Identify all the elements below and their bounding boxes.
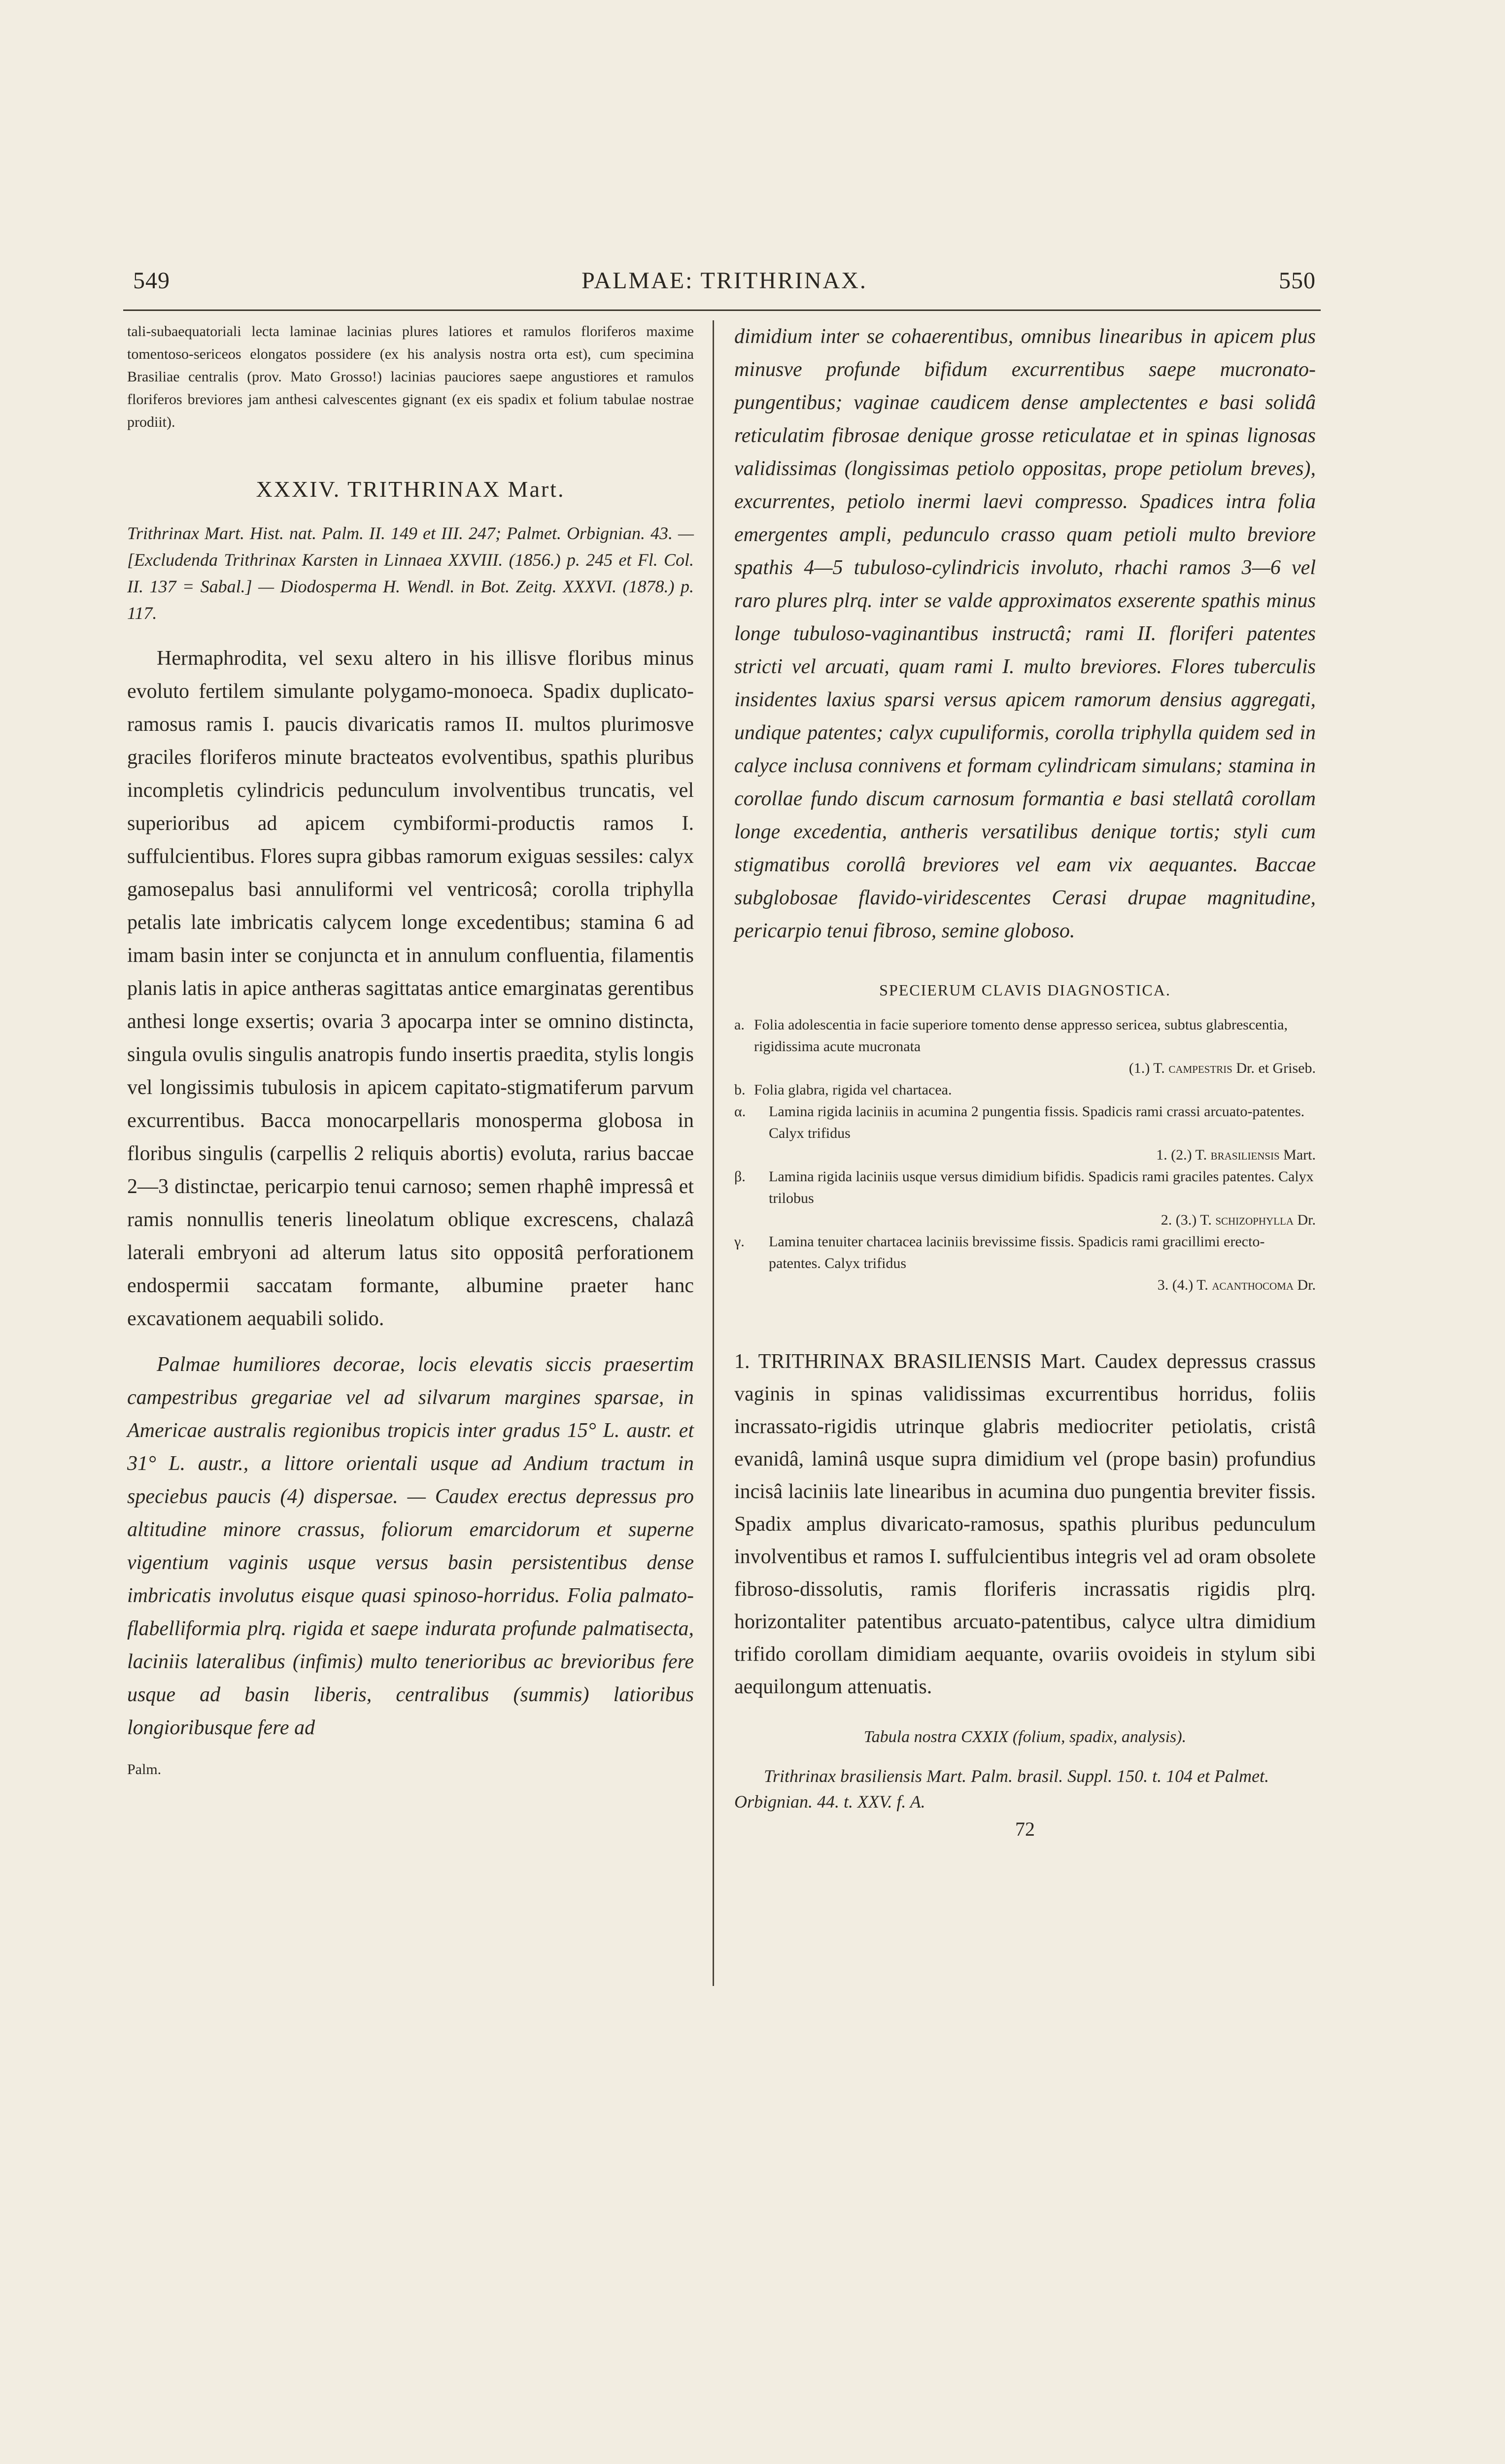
key-marker: α. xyxy=(734,1103,746,1120)
key-reference xyxy=(749,1144,1316,1166)
key-ref-species: schizophylla xyxy=(1215,1212,1294,1228)
signature-mark: Palm. xyxy=(127,1761,162,1778)
key-entry xyxy=(734,1101,1316,1166)
key-ref-author: Mart. xyxy=(1283,1147,1316,1163)
key-entry xyxy=(734,1231,1316,1296)
left-column xyxy=(127,320,694,1778)
key-text: Lamina rigida laciniis usque versus dimidium bifidis. Spadicis rami graciles patentes. Calyx trilobus xyxy=(769,1168,1314,1206)
key-reference xyxy=(749,1209,1316,1231)
page-number-right: 550 xyxy=(1279,268,1316,294)
synonymy-paragraph: Trithrinax Mart. Hist. nat. Palm. II. 149 et III. 247; Palmet. Orbignian. 43. — [Excludenda Trithrinax Karsten in Linnaea XXVIII. (1856.) p. 245 et Fl. Col. II. 137 = Sabal.] — Diodosperma H. Wendl. in Bot. Zeitg. XXXVI. (1878.) p. 117. xyxy=(127,523,694,623)
right-column xyxy=(734,320,1316,1841)
key-marker: β. xyxy=(734,1168,746,1185)
description-continuation: dimidium inter se cohaerentibus, omnibus linearibus in apicem plus minusve profunde bifidum excurrentibus saepe mucronato-pungentibus; vaginae caudicem dense amplectentes e basi solidâ reticulatim fibrosae denique grosse reticulatae et in spinas lignosas validissimas (longissimas petiolo oppositas, prope petiolum breves), excurrentes, petiolo inermi laevi compresso. Spadices intra folia emergentes ampli, pedunculo crasso quam petioli multo breviore spathis 4—5 tubuloso-cylindricis involuto, rhachi ramos 3—6 vel raro plures plrq. inter se valde approximatos exserente spathis minus longe tubuloso-vaginantibus instructâ; rami II. floriferi patentes stricti vel arcuati, quam rami I. multo breviores. Flores tuberculis insidentes laxius sparsi versus apicem ramorum densius aggregati, undique patentes; calyx cupuliformis, corolla triphylla quidem sed in calyce inclusa connivens et formam cylindricam simulans; stamina in corollae fundo discum carnosum formantia e basi stellatâ corollam longe excedentia, antheris versatilibus denique tortis; styli cum stigmatibus corollâ breviores vel eam vix aequantes. Baccae subglobosae flavido-viridescentes Cerasi drupae magnitudine, pericarpio tenui fibroso, semine globoso. xyxy=(734,325,1316,942)
key-text: Lamina tenuiter chartacea laciniis brevissime fissis. Spadicis rami gracillimi erecto-patentes. Calyx trifidus xyxy=(769,1233,1265,1271)
key-reference xyxy=(749,1274,1316,1296)
key-ref-species: campestris xyxy=(1168,1060,1232,1076)
key-ref-number: 3. (4.) T. xyxy=(1157,1277,1208,1293)
species-entry xyxy=(734,1345,1316,1703)
key-entry xyxy=(734,1079,1316,1101)
key-ref-number: 1. (2.) T. xyxy=(1156,1147,1207,1163)
key-ref-author: Dr. xyxy=(1297,1277,1316,1293)
key-ref-species: acanthocoma xyxy=(1212,1277,1294,1293)
key-title: SPECIERUM CLAVIS DIAGNOSTICA. xyxy=(879,981,1171,999)
key-ref-author: Dr. xyxy=(1297,1212,1316,1228)
genus-description: Hermaphrodita, vel sexu altero in his illisve floribus minus evoluto fertilem simulante polygamo-monoeca. Spadix duplicato-ramosus ramis I. paucis divaricatis ramos II. multos plurimosve graciles floriferos minute bracteatos evolventibus, spathis pluribus incompletis cylindricis pedunculum involventibus truncatis, vel superioribus ad apicem cymbiformi-productis ramos I. suffulcientibus. Flores supra gibbas ramorum exiguas sessiles: calyx gamosepalus basi annuliformi vel ventricosâ; corolla triphylla petalis late imbricatis calycem longe excedentibus; stamina 6 ad imam basin inter se conjuncta et in annulum confluentia, filamentis planis latis in apice antheras sagittatas antice emarginatas gerentibus anthesi longe exsertis; ovaria 3 apocarpa inter se omnino distincta, singula ovulis singulis anatropis fundo insertis praedita, stylis longis vel longissimis tubulosis in apicem capitato-stigmatiferum parvum excurrentibus. Bacca monocarpellaris monosperma globosa in floribus singulis (carpellis 2 reliquis abortis) evoluta, rarius baccae 2—3 distinctae, pericarpio tenui carnoso; semen rhaphê impressâ et ramis nonnullis teneris lineolatum oblique excrescens, chalazâ laterali embryoni ad alterum latus sito oppositâ perforationem endospermii saccatam formante, albumine praeter hanc excavationem aequabili solido. xyxy=(127,647,694,1330)
species-description: Caudex depressus crassus vaginis in spinas validissimas excurrentibus horridus, foliis incrassato-rigidis utrinque glabris mediocriter petiolatis, cristâ evanidâ, laminâ usque supra dimidium vel (prope basin) profundius incisâ laciniis late linearibus in acumina duo pungentia breviter fissis. Spadix amplus divaricato-ramosus, spathis pluribus pedunculum involventibus et ramos I. suffulcientibus integris vel ad oram obsolete fibroso-dissolutis, ramis floriferis incrassatis rigidis plrq. horizontaliter patentibus arcuato-patentibus, calyce ultra dimidium trifido corollam dimidiam aequante, ovariis ovoideis in stylum sibi aequilongum attenuatis. xyxy=(734,1350,1316,1698)
key-ref-species: brasiliensis xyxy=(1210,1147,1280,1163)
key-marker: γ. xyxy=(734,1233,745,1250)
key-text: Lamina rigida laciniis in acumina 2 pungentia fissis. Spadicis rami crassi arcuato-patentes. Calyx trifidus xyxy=(769,1103,1305,1141)
key-reference xyxy=(734,1058,1316,1079)
species-heading: 1. TRITHRINAX BRASILIENSIS Mart. xyxy=(734,1350,1086,1373)
species-citation: Trithrinax brasiliensis Mart. Palm. brasil. Suppl. 150. t. 104 et Palmet. Orbignian. 44. t. XXV. f. A. xyxy=(734,1766,1269,1812)
key-marker: a. xyxy=(734,1017,745,1033)
running-title: PALMAE: TRITHRINAX. xyxy=(581,268,867,294)
key-ref-number: 2. (3.) T. xyxy=(1161,1212,1212,1228)
running-header xyxy=(133,267,1316,302)
sheet-signature: 72 xyxy=(1015,1818,1035,1840)
key-text: Folia adolescentia in facie superiore tomento dense appresso sericea, subtus glabrescentia, rigidissima acute mucronata xyxy=(754,1017,1288,1055)
key-ref-number: (1.) T. xyxy=(1129,1060,1165,1076)
key-text: Folia glabra, rigida vel chartacea. xyxy=(754,1082,952,1098)
key-ref-author: Dr. et Griseb. xyxy=(1236,1060,1316,1076)
page-number-left: 549 xyxy=(133,268,170,294)
key-marker: b. xyxy=(734,1082,746,1098)
header-rule xyxy=(123,309,1321,311)
plate-reference: Tabula nostra CXXIX (folium, spadix, analysis). xyxy=(863,1728,1187,1746)
key-entry xyxy=(734,1166,1316,1231)
key-entry xyxy=(734,1014,1316,1079)
intro-paragraph: tali-subaequatoriali lecta laminae lacinias plures latiores et ramulos floriferos maxime tomentoso-sericeos elongatos possidere (ex his analysis nostra orta est), cum specimina Brasiliae centralis (prov. Mato Grosso!) lacinias pauciores saepe angustiores et ramulos floriferos breviores jam anthesi calvescentes gignant (ex eis spadix et folium tabulae nostrae prodiit). xyxy=(127,323,694,430)
habit-paragraph: Palmae humiliores decorae, locis elevatis siccis praesertim campestribus gregariae vel ad silvarum margines sparsae, in Americae australis regionibus tropicis inter gradus 15° L. austr. et 31° L. austr., a littore orientali usque ad Andium tractum in speciebus paucis (4) dispersae. — Caudex erectus depressus pro altitudine minore crassus, foliorum emarcidorum et superne vigentium vaginis usque versus basin persistentibus dense imbricatis involutus eisque quasi spinoso-horridus. Folia palmato-flabelliformia plrq. rigida et saepe indurata profunde palmatisecta, laciniis lateralibus (infimis) multo tenerioribus ac brevioribus fere usque ad basin liberis, centralibus (summis) latioribus longioribusque fere ad xyxy=(127,1353,694,1739)
species-key xyxy=(734,1014,1316,1296)
column-divider xyxy=(713,320,714,1986)
chapter-heading: XXXIV. TRITHRINAX Mart. xyxy=(256,477,565,502)
